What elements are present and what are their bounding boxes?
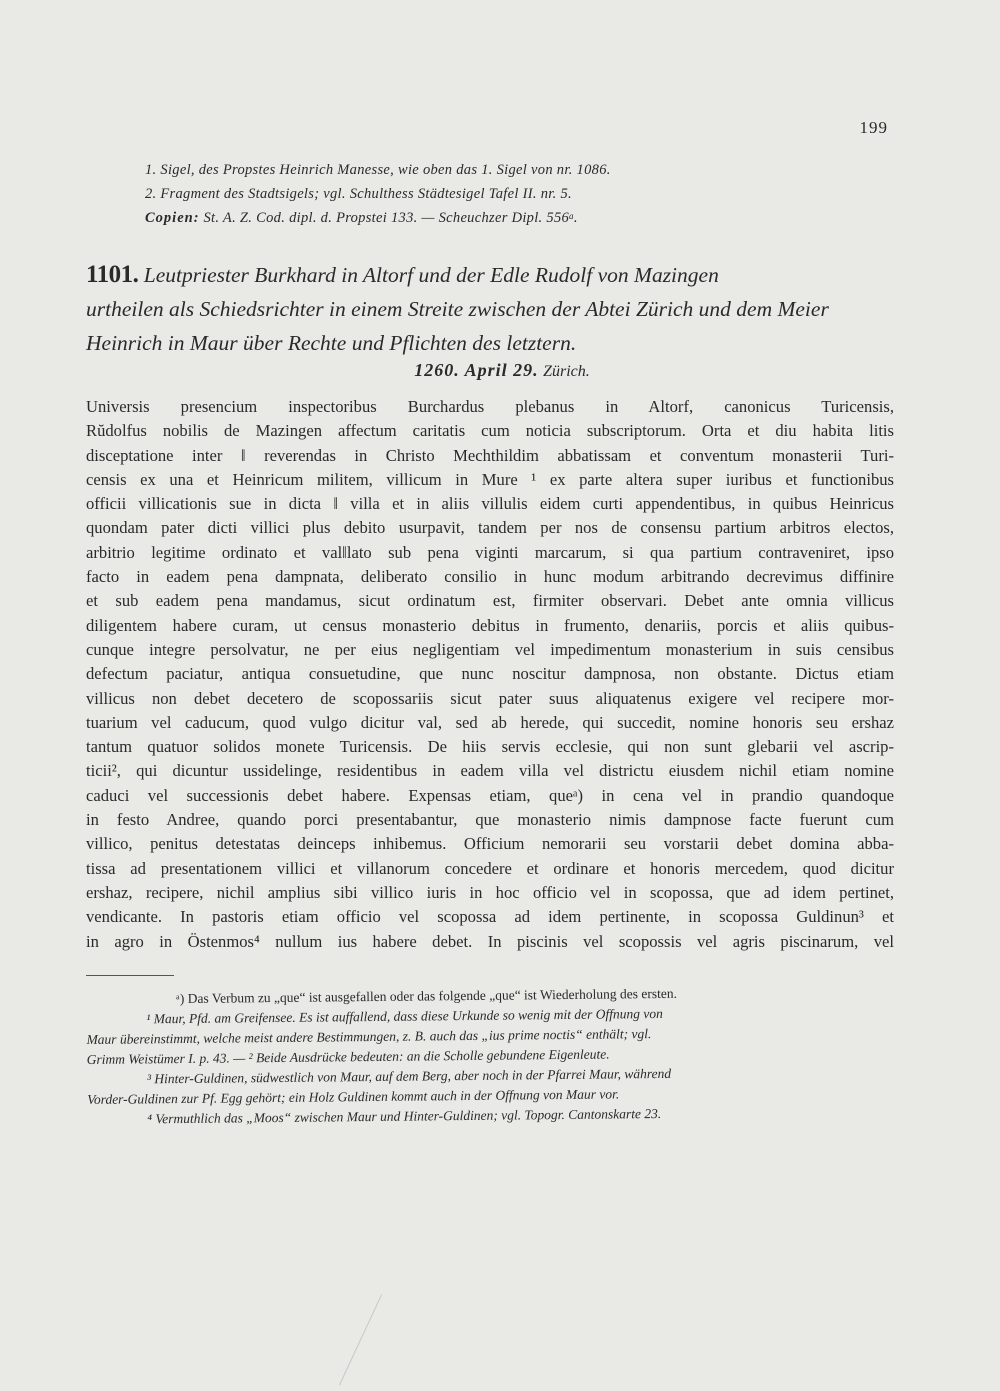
- footnote-4: ⁴ Vermuthlich das „Moos“ zwischen Maur und Hinter-Guldinen; vgl. Topogr. Cantonskarte 23.: [147, 1105, 662, 1127]
- text-line: in festo Andree, quando porci presentabantur, que monasterio nimis dampnose facte fuerunt cum: [86, 810, 894, 830]
- text-line: villicus non debet decetero de scopossariis sicut pater suus aliquatenus exigere vel recipere mor-: [86, 688, 894, 708]
- text-line: tuarium vel caducum, quod vulgo dicitur val, sed ab herede, qui succedit, nomine honoris seu ershaz: [86, 712, 894, 732]
- text-line: arbitrio legitime ordinato et val‖lato sub pena viginti marcarum, si qua partium contraveniret, ipso: [86, 542, 894, 562]
- copies-note: [145, 206, 885, 230]
- document-place: Zürich.: [543, 363, 590, 380]
- document-date: 1260. April 29.: [414, 360, 539, 380]
- seal-note-2: 2. Fragment des Stadtsigels; vgl. Schulthess Städtesigel Tafel II. nr. 5.: [145, 186, 572, 202]
- document-heading: [86, 258, 894, 360]
- copies-label: Copien:: [145, 210, 200, 226]
- charter-text: [86, 395, 894, 954]
- text-line: defectum paciatur, antiqua consuetudine, que nunc noscitur dampnosa, non obstante. Dictus etiam: [86, 664, 894, 684]
- text-line: quondam pater dicti villici plus debito usurpavit, tandem per nos de consensu partium arbitros electos,: [86, 518, 894, 538]
- footnote-rule: [86, 975, 174, 976]
- copies-sup: a: [569, 211, 574, 221]
- title-line-1: Leutpriester Burkhard in Altorf und der Edle Rudolf von Mazingen: [138, 263, 719, 287]
- title-line-2: urtheilen als Schiedsrichter in einem Streite zwischen der Abtei Zürich und dem Meier: [86, 297, 829, 321]
- text-line: diligentem habere curam, ut census monasterio debitus in frumento, denariis, porcis et aliis quibus-: [86, 615, 894, 635]
- seal-note-1: 1. Sigel, des Propstes Heinrich Manesse, wie oben das 1. Sigel von nr. 1086.: [145, 162, 611, 178]
- text-line: cunque integre persolvatur, ne per eius negligentiam vel impedimentum monasterium in suis censibus: [86, 639, 894, 659]
- text-line: tissa ad presentationem villici et villanorum concedere et ordinare et honoris mercedem, quod dicitur: [86, 858, 894, 878]
- text-line: et sub eadem pena mandamus, sicut ordinatum est, firmiter observari. Debet ante omnia villicus: [86, 591, 894, 611]
- footnote-a: ᵃ) Das Verbum zu „que“ ist ausgefallen oder das folgende „que“ ist Wiederholung des ersten.: [176, 985, 678, 1007]
- text-line: officii villicationis sue in dicta ‖ villa et in aliis villulis eidem curti appendentibus, in quibus Heinricus: [86, 494, 894, 514]
- footnote-1-line-2: Maur übereinstimmt, welche meist andere Bestimmungen, z. B. auch das „ius prime noctis“ enthält; vgl.: [86, 1026, 652, 1047]
- copies-end: .: [573, 210, 578, 226]
- document-number: 1101.: [86, 261, 139, 288]
- footnote-1-line-3: Grimm Weistümer I. p. 43. — ² Beide Ausdrücke bedeuten: an die Scholle gebundene Eigenleute.: [86, 1046, 610, 1067]
- dateline: [86, 360, 906, 381]
- title-line-3: Heinrich in Maur über Rechte und Pflichten des letztern.: [86, 331, 577, 355]
- paper-mark: [339, 1294, 383, 1385]
- text-line: tantum quatuor solidos monete Turicensis. De hiis servis ecclesie, qui non sunt glebarii vel ascrip-: [86, 737, 894, 757]
- text-line: villico, penitus detestatas deinceps inhibemus. Officium nemorarii seu vorstarii debet domina abba-: [86, 834, 894, 854]
- text-line: caduci vel successionis debet habere. Expensas etiam, queᵃ) in cena vel in prandio quandoque: [86, 785, 894, 805]
- footnote-1-line-1: ¹ Maur, Pfd. am Greifensee. Es ist auffallend, dass diese Urkunde so wenig mit der Offnung von: [146, 1005, 663, 1027]
- heading-line-1: [86, 258, 894, 292]
- text-line: Rŭdolfus nobilis de Mazingen affectum caritatis cum noticia subscriptorum. Orta et diu habita litis: [86, 421, 894, 441]
- text-line: ershaz, recipere, nichil amplius sibi villico iuris in hoc officio vel in scopossa, que ad idem pertinet,: [86, 882, 894, 902]
- text-line: disceptatione inter ‖ reverendas in Christo Mechthildim abbatissam et conventum monasterii Turi-: [86, 445, 894, 465]
- copies-text: St. A. Z. Cod. dipl. d. Propstei 133. — Scheuchzer Dipl. 556: [199, 210, 570, 226]
- text-line: vendicante. In pastoris etiam officio vel scopossa ad idem pertinente, in scopossa Guldinun³ et: [86, 907, 894, 927]
- text-line: ticii², qui dicuntur ussidelinge, residentibus in eadem villa vel districtu eiusdem nichil etiam nomine: [86, 761, 894, 781]
- footnote-3-line-2: Vorder-Guldinen zur Pf. Egg gehört; ein Holz Guldinen kommt auch in der Offnung von Maur vor.: [87, 1086, 620, 1107]
- text-line: facto in eadem pena dampnata, deliberato consilio in hunc modum arbitrando decrevimus diffinire: [86, 567, 894, 587]
- page-number: 199: [859, 118, 888, 137]
- footnote-3-line-1: ³ Hinter-Guldinen, südwestlich von Maur, auf dem Berg, aber noch in der Pfarrei Maur, während: [146, 1065, 672, 1087]
- seal-notes: [145, 158, 885, 230]
- text-line: censis ex una et Heinricum militem, villicum in Mure ¹ ex parte altera super iuribus et functionibus: [86, 469, 894, 489]
- text-line: in agro in Östenmos⁴ nullum ius habere debet. In piscinis vel scopossis vel agris piscinarum, vel: [86, 931, 894, 951]
- footnotes: [86, 982, 895, 1130]
- text-line: Universis presencium inspectoribus Burchardus plebanus in Altorf, canonicus Turicensis,: [86, 397, 894, 416]
